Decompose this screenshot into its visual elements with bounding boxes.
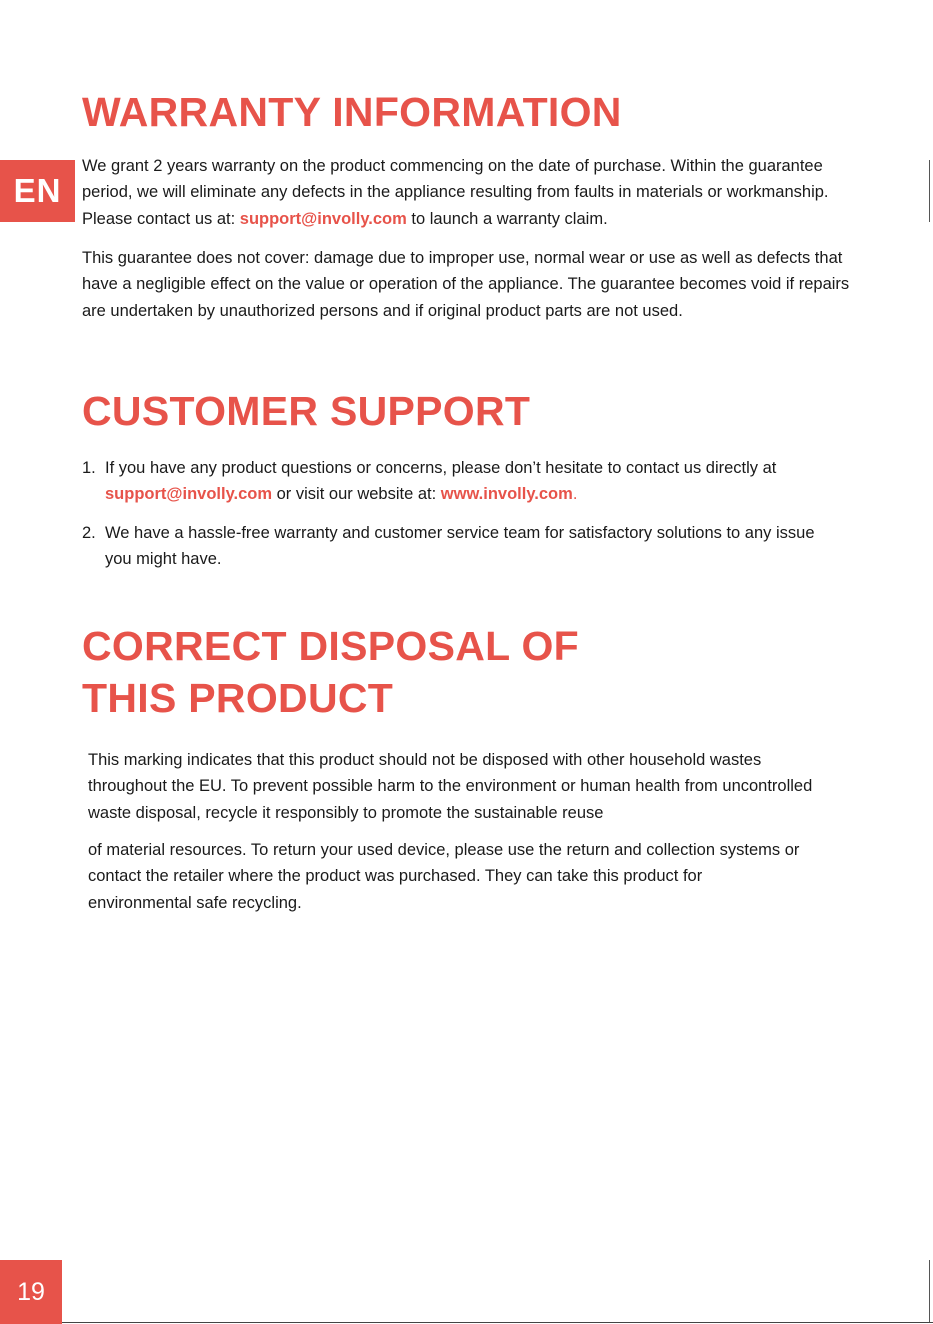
disposal-heading-line-1: CORRECT DISPOSAL OF: [82, 623, 579, 669]
list-number: 2.: [82, 524, 96, 542]
website-link[interactable]: www.involly.com: [440, 485, 573, 504]
page-edge-line-top: [929, 160, 930, 222]
page-edge-line-bottom: [929, 1260, 930, 1322]
language-tab: EN: [0, 160, 75, 222]
support-list-item-2: [82, 520, 832, 573]
warranty-paragraph-1-tail: to launch a warranty claim.: [406, 209, 608, 228]
support-item-2-text: We have a hassle-free warranty and customer service team for satisfactory solutions to any issue you might have.: [105, 524, 815, 569]
bottom-rule: [62, 1322, 933, 1323]
support-item-1-text-a: If you have any product questions or concerns, please don’t hesitate to contact us directly at: [105, 459, 777, 477]
warranty-paragraph-1-text: We grant 2 years warranty on the product commencing on the date of purchase. Within the guarantee period, we will eliminate any defects in the appliance resulting from faults in materials or workmanship. Please contact us at:: [82, 157, 829, 228]
support-heading: CUSTOMER SUPPORT: [82, 388, 531, 434]
support-email-link[interactable]: support@involly.com: [105, 485, 273, 504]
list-number: 1.: [82, 459, 96, 477]
support-item-1-text-b: or visit our website at:: [272, 485, 441, 504]
warranty-paragraph-2: This guarantee does not cover: damage due to improper use, normal wear or use as well as defects that have a negligible effect on the value or operation of the appliance. The guarantee becomes void if repairs are undertaken by unauthorized persons and if original product parts are not used.: [82, 249, 850, 320]
disposal-paragraph-1: This marking indicates that this product should not be disposed with other household wastes throughout the EU. To prevent possible harm to the environment or human health from uncontrolled waste disposal, recycle it responsibly to promote the sustainable reuse: [88, 751, 813, 822]
warranty-paragraph-1: [82, 153, 872, 232]
disposal-heading-line-2: THIS PRODUCT: [82, 675, 394, 721]
support-list-item-1: [82, 455, 862, 508]
page-number: 19: [0, 1260, 62, 1324]
warranty-support-email-link[interactable]: support@involly.com: [239, 209, 407, 228]
warranty-heading: WARRANTY INFORMATION: [82, 89, 622, 135]
support-item-1-text-c: .: [572, 485, 578, 504]
disposal-paragraph-2: of material resources. To return your used device, please use the return and collection systems or contact the retailer where the product was purchased. They can take this product for environmental safe recycling.: [88, 841, 800, 912]
